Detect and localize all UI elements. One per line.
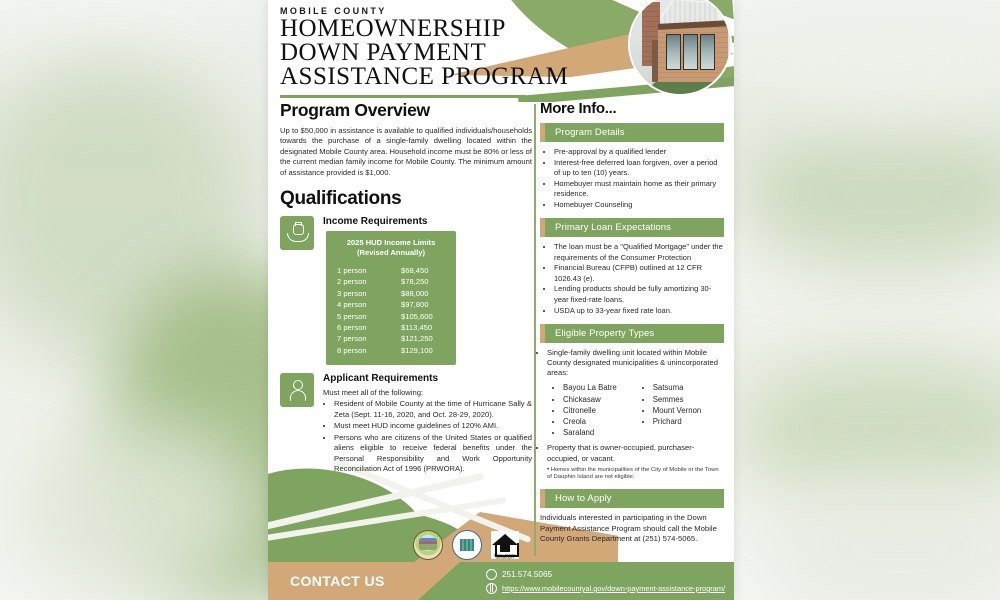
income-limit-label: 7 person [337, 334, 367, 344]
income-limit-row [337, 276, 445, 287]
eligible-outro-item: • Property that is owner-occupied, purchaser-occupied, or vacant. [547, 443, 724, 463]
municipality-item: • Saraland [563, 427, 638, 438]
eligible-intro-item: • Single-family dwelling unit located within Mobile County designated municipalities & unincorporated areas: [547, 348, 724, 379]
municipality-item: • Chickasaw [563, 394, 638, 405]
contact-bar [268, 562, 734, 600]
primary-loan-expectations-list [540, 242, 724, 316]
income-limit-row [337, 333, 445, 344]
person-body [290, 390, 306, 401]
photo-window [700, 34, 715, 70]
income-limit-row [337, 311, 445, 322]
qualifications-heading: Qualifications [280, 188, 402, 210]
contact-us-label: CONTACT US [290, 573, 385, 589]
applicant-bullet: • Persons who are citizens of the United States or qualified aliens eligible to receive federal benefits under the Personal Responsibility and Work Opportunity Reconciliation Act of 1996 (PRWORA). [334, 433, 532, 474]
column-divider [534, 104, 536, 556]
loan-expectation-bullet: • USDA up to 33-year fixed rate loan. [554, 306, 724, 316]
background-blob [740, 360, 1000, 500]
left-column [280, 100, 532, 476]
eho-caption-line2: OPPORTUNITY [495, 557, 515, 560]
income-limit-label: 8 person [337, 345, 367, 355]
header-divider [280, 95, 526, 98]
program-details-header: Program Details [540, 123, 724, 142]
applicant-requirements-title: Applicant Requirements [323, 373, 439, 385]
income-limit-row [337, 265, 445, 276]
primary-loan-expectations-header: Primary Loan Expectations [540, 218, 724, 237]
person-icon [280, 373, 314, 407]
background-blob [20, 420, 260, 600]
income-requirements-content [323, 216, 456, 365]
municipalities-columns [540, 382, 724, 438]
eligible-fineprint: • Homes within the municipalities of the City of Mobile or the Town of Dauphin Island are not eligible. [547, 466, 719, 481]
photo-window [683, 34, 698, 70]
equal-housing-opportunity-logo [491, 531, 519, 559]
income-limit-label: 5 person [337, 311, 367, 321]
income-limits-rows [337, 265, 445, 356]
applicant-requirements-content [323, 373, 532, 476]
how-to-apply-header: How to Apply [540, 489, 724, 508]
background-blob [760, 0, 1000, 120]
income-card-title-line1: 2025 HUD Income Limits [346, 238, 436, 248]
how-to-apply-text: Individuals interested in participating in the Down Payment Assistance Program should call the Mobile County Grants Department at (251) 574-5065. [540, 513, 717, 544]
header-text-block [280, 6, 568, 89]
income-requirements-block [280, 216, 532, 365]
kicker-text: MOBILE COUNTY [280, 6, 387, 16]
program-detail-bullet: • Interest-free deferred loan forgiven, over a period of up to ten (10) years. [554, 158, 724, 179]
contact-details [486, 569, 725, 597]
title-line-2: DOWN PAYMENT [280, 39, 487, 66]
right-column [540, 100, 724, 545]
program-detail-bullet: • Homebuyer must maintain home as their primary residence. [554, 179, 724, 200]
eligible-outro-list [540, 443, 724, 463]
home-photo [628, 0, 732, 96]
loan-expectation-bullet: • The loan must be a "Qualified Mortgage" under the requirements of the Consumer Protection [554, 242, 724, 263]
program-detail-bullet: • Pre-approval by a qualified lender [554, 147, 724, 157]
income-limit-row [337, 345, 445, 356]
income-limit-amount: $105,600 [401, 311, 433, 321]
contact-phone: 251.574.5065 [502, 570, 553, 579]
income-limit-amount: $121,250 [401, 334, 433, 344]
contact-phone-row [486, 569, 725, 580]
municipality-item: • Semmes [653, 394, 724, 405]
municipality-item: • Satsuma [653, 382, 724, 393]
person-icon-glyph [290, 380, 304, 400]
municipality-item: • Bayou La Batre [563, 382, 638, 393]
income-limit-amount: $113,450 [401, 323, 433, 333]
income-card-title [337, 238, 445, 258]
income-limit-label: 2 person [337, 277, 367, 287]
program-detail-bullet: • Homebuyer Counseling [554, 200, 724, 210]
mobile-county-seal-logo [413, 530, 443, 560]
flyer-document [268, 0, 734, 600]
eligible-intro-list [540, 348, 724, 379]
applicant-bullet-list [323, 399, 532, 474]
eho-caption-line1: EQUAL HOUSING [494, 554, 516, 557]
income-limit-amount: $68,450 [401, 266, 429, 276]
income-limit-row [337, 322, 445, 333]
program-details-list [540, 147, 724, 210]
income-requirements-title: Income Requirements [323, 216, 428, 228]
municipalities-column-2 [642, 382, 724, 438]
phone-icon [486, 569, 497, 580]
municipalities-column-1 [552, 382, 638, 438]
photo-hedge [652, 82, 732, 94]
person-head [293, 380, 303, 390]
loan-expectation-bullet: • Lending products should be fully amortizing 30-year fixed-rate loans. [554, 284, 724, 305]
title-line-3: ASSISTANCE PROGRAM [280, 63, 569, 90]
income-limit-amount: $88,000 [401, 288, 429, 298]
contact-website-row[interactable] [486, 583, 725, 594]
title-line-1: HOMEOWNERSHIP [280, 15, 506, 42]
eligible-fineprint-text: Homes within the municipalities of the City of Mobile or the Town of Dauphin Island are not eligible. [547, 466, 719, 481]
municipality-item: • Creola [563, 416, 638, 427]
municipality-item: • Prichard [653, 416, 724, 427]
income-limit-label: 6 person [337, 323, 367, 333]
municipality-item: • Mount Vernon [653, 405, 724, 416]
hud-seal-logo [452, 530, 482, 560]
income-limit-label: 1 person [337, 266, 367, 276]
income-limit-amount: $129,100 [401, 345, 433, 355]
loan-expectation-bullet: • Financial Bureau (CFPB) outlined at 12 CFR 1026.43 (e). [554, 263, 724, 284]
background-blob [770, 480, 1000, 600]
income-limit-amount: $97,800 [401, 300, 429, 310]
money-hand-icon [280, 216, 314, 250]
eho-equal-mark [500, 545, 510, 552]
eho-caption [491, 554, 519, 560]
more-info-heading: More Info... [540, 100, 617, 117]
applicant-requirements-block [280, 373, 532, 476]
background-blob [740, 120, 1000, 270]
income-limit-label: 3 person [337, 288, 367, 298]
municipality-item: • Citronelle [563, 405, 638, 416]
photo-window [666, 34, 681, 70]
income-limits-card [326, 231, 456, 365]
income-limit-label: 4 person [337, 300, 367, 310]
hand-shape [287, 233, 309, 242]
applicant-bullet: • Resident of Mobile County at the time of Hurricane Sally & Zeta (Sept. 11-16, 2020, and Oct. 28-29, 2020). [334, 399, 532, 420]
contact-url[interactable]: https://www.mobilecountyal.gov/down-payment-assistance-program/ [502, 584, 726, 593]
program-overview-heading: Program Overview [280, 100, 430, 120]
globe-icon [486, 583, 497, 594]
money-icon-glyph [287, 224, 307, 242]
income-limit-row [337, 288, 445, 299]
logo-row [413, 530, 533, 560]
applicant-bullet: • Must meet HUD income guidelines of 120% AMI. [334, 421, 532, 431]
eligible-property-types-header: Eligible Property Types [540, 324, 724, 343]
income-limit-amount: $78,250 [401, 277, 429, 287]
applicant-subtitle: Must meet all of the following: [323, 388, 424, 398]
income-limit-row [337, 299, 445, 310]
program-overview-text: Up to $50,000 in assistance is available to qualified individuals/households towards the purchase of a single-family dwelling located within the designated Mobile County area. Household income must be 80% or less of the current median family income for Mobile County. The minimum amount of assistance provided is $1,000. [280, 126, 532, 177]
income-card-title-line2: (Revised Annually) [356, 248, 426, 258]
